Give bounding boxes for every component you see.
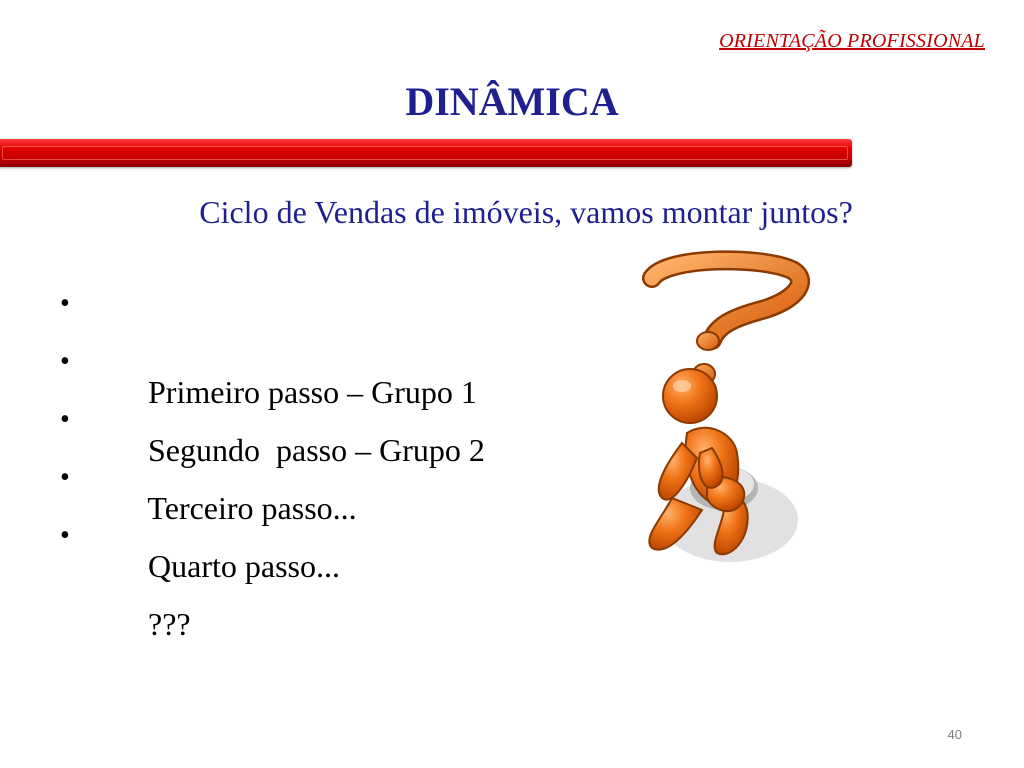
list-item-text: Segundo passo – Grupo 2 xyxy=(148,432,485,468)
slide-subtitle: Ciclo de Vendas de imóveis, vamos montar juntos? xyxy=(199,194,853,230)
bullet-icon: • xyxy=(60,288,70,319)
header-tag: ORIENTAÇÃO PROFISSIONAL xyxy=(719,30,985,52)
thinking-figure-with-question-mark-icon xyxy=(612,248,812,578)
page-number: 40 xyxy=(947,727,962,742)
list-item xyxy=(58,398,485,526)
list-item xyxy=(58,514,485,642)
list-item xyxy=(58,282,485,410)
bullet-icon: • xyxy=(60,346,70,377)
list-item-text: Primeiro passo – Grupo 1 xyxy=(148,374,477,410)
accent-bar-highlight xyxy=(2,146,848,160)
bullet-icon: • xyxy=(60,520,70,551)
bullet-icon: • xyxy=(60,462,70,493)
list-item xyxy=(58,340,485,468)
slide-title: DINÂMICA xyxy=(405,79,619,124)
bullet-list xyxy=(58,282,485,642)
list-item-text: ??? xyxy=(148,606,191,642)
list-item-text: Quarto passo... xyxy=(148,548,340,584)
bullet-icon: • xyxy=(60,404,70,435)
list-item xyxy=(58,456,485,584)
list-item-text: Terceiro passo... xyxy=(147,490,357,526)
